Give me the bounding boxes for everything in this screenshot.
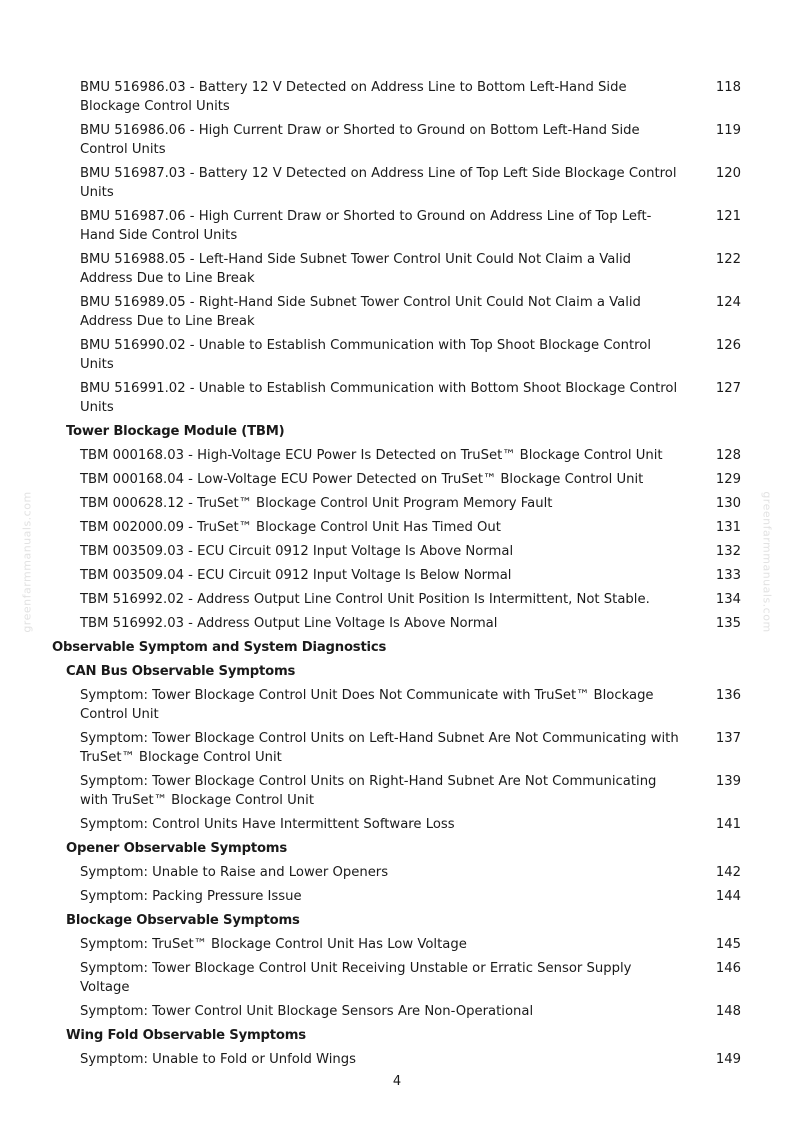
toc-entry-page: 131 — [715, 520, 741, 535]
toc-entry[interactable] — [0, 933, 794, 957]
toc-entry-page: 144 — [715, 889, 741, 904]
toc-entry-title: TBM 000168.04 - Low-Voltage ECU Power Detected on TruSet™ Blockage Control Unit — [80, 472, 644, 487]
toc-entry-title: Symptom: Unable to Fold or Unfold Wings — [80, 1052, 357, 1067]
toc-entry[interactable] — [0, 1048, 794, 1072]
toc-entry-page: 146 — [715, 961, 741, 976]
toc-entry-title: BMU 516986.03 - Battery 12 V Detected on Address Line to Bottom Left-Hand Side Blockage Control Units — [80, 80, 627, 114]
toc-entry-title: Symptom: TruSet™ Blockage Control Unit Has Low Voltage — [80, 937, 467, 952]
toc-entry[interactable] — [0, 564, 794, 588]
toc-entry[interactable] — [0, 540, 794, 564]
toc-entry-page: 124 — [715, 295, 741, 310]
toc-entry[interactable] — [0, 291, 794, 334]
toc-entry-page: 134 — [715, 592, 741, 607]
toc-entry[interactable] — [0, 444, 794, 468]
toc-entry-title: Tower Blockage Module (TBM) — [66, 424, 285, 439]
toc-entry-page: 129 — [715, 472, 741, 487]
toc-entry-page: 137 — [715, 731, 741, 746]
toc-entry-page: 126 — [715, 338, 741, 353]
toc-entry-title: Observable Symptom and System Diagnostics — [52, 640, 387, 655]
toc-entry-title: TBM 516992.02 - Address Output Line Control Unit Position Is Intermittent, Not Stable. — [80, 592, 650, 607]
table-of-contents — [0, 76, 794, 1072]
toc-entry-page: 120 — [715, 166, 741, 181]
toc-entry-page: 119 — [715, 123, 741, 138]
toc-entry-page: 132 — [715, 544, 741, 559]
toc-entry-page: 142 — [715, 865, 741, 880]
toc-entry[interactable] — [0, 468, 794, 492]
toc-entry-title: BMU 516987.03 - Battery 12 V Detected on Address Line of Top Left Side Blockage Control Units — [80, 166, 677, 200]
toc-entry-title: Symptom: Control Units Have Intermittent Software Loss — [80, 817, 455, 832]
toc-entry-page: 127 — [715, 381, 741, 396]
toc-section-heading — [0, 636, 794, 660]
toc-entry[interactable] — [0, 770, 794, 813]
toc-entry-page: 148 — [715, 1004, 741, 1019]
toc-entry-title: TBM 002000.09 - TruSet™ Blockage Control Unit Has Timed Out — [80, 520, 501, 535]
toc-entry-page: 135 — [715, 616, 741, 631]
toc-entry-title: TBM 000168.03 - High-Voltage ECU Power Is Detected on TruSet™ Blockage Control Unit — [80, 448, 663, 463]
toc-entry-title: Symptom: Tower Blockage Control Unit Does Not Communicate with TruSet™ Blockage Control Unit — [80, 688, 654, 722]
toc-section-heading — [0, 420, 794, 444]
toc-entry-page: 145 — [715, 937, 741, 952]
toc-entry-title: CAN Bus Observable Symptoms — [66, 664, 296, 679]
toc-entry[interactable] — [0, 76, 794, 119]
toc-entry-title: TBM 516992.03 - Address Output Line Voltage Is Above Normal — [80, 616, 498, 631]
toc-entry-title: Symptom: Tower Blockage Control Unit Receiving Unstable or Erratic Sensor Supply Voltage — [80, 961, 632, 995]
toc-entry-title: Opener Observable Symptoms — [66, 841, 287, 856]
toc-entry[interactable] — [0, 162, 794, 205]
toc-entry[interactable] — [0, 1000, 794, 1024]
toc-entry[interactable] — [0, 377, 794, 420]
toc-entry-title: TBM 000628.12 - TruSet™ Blockage Control Unit Program Memory Fault — [80, 496, 553, 511]
toc-entry-title: BMU 516989.05 - Right-Hand Side Subnet Tower Control Unit Could Not Claim a Valid Address Due to Line Break — [80, 295, 641, 329]
toc-entry-title: Symptom: Tower Blockage Control Units on Left-Hand Subnet Are Not Communicating with TruSet™ Blockage Control Unit — [80, 731, 679, 765]
toc-entry[interactable] — [0, 588, 794, 612]
toc-entry-title: TBM 003509.04 - ECU Circuit 0912 Input Voltage Is Below Normal — [80, 568, 512, 583]
toc-entry[interactable] — [0, 727, 794, 770]
toc-entry-page: 133 — [715, 568, 741, 583]
toc-entry[interactable] — [0, 119, 794, 162]
toc-entry[interactable] — [0, 248, 794, 291]
toc-entry-page: 139 — [715, 774, 741, 789]
toc-entry-title: Symptom: Tower Blockage Control Units on Right-Hand Subnet Are Not Communicating with TruSet™ Blockage Control Unit — [80, 774, 657, 808]
toc-entry[interactable] — [0, 813, 794, 837]
toc-entry-title: Symptom: Packing Pressure Issue — [80, 889, 302, 904]
toc-entry[interactable] — [0, 684, 794, 727]
toc-entry-title: BMU 516987.06 - High Current Draw or Shorted to Ground on Address Line of Top Left-Hand Side Control Units — [80, 209, 652, 243]
toc-entry-title: TBM 003509.03 - ECU Circuit 0912 Input Voltage Is Above Normal — [80, 544, 514, 559]
page-number: 4 — [392, 1074, 402, 1089]
toc-entry[interactable] — [0, 885, 794, 909]
toc-entry-title: BMU 516986.06 - High Current Draw or Shorted to Ground on Bottom Left-Hand Side Control Units — [80, 123, 640, 157]
watermark-right: greenfarmmanuals.com — [760, 491, 774, 633]
toc-entry-page: 128 — [715, 448, 741, 463]
toc-section-heading — [0, 660, 794, 684]
toc-entry[interactable] — [0, 334, 794, 377]
toc-entry-title: BMU 516990.02 - Unable to Establish Communication with Top Shoot Blockage Control Units — [80, 338, 652, 372]
toc-entry[interactable] — [0, 205, 794, 248]
toc-entry-title: Blockage Observable Symptoms — [66, 913, 300, 928]
toc-entry-title: BMU 516991.02 - Unable to Establish Communication with Bottom Shoot Blockage Control Units — [80, 381, 678, 415]
watermark-left: greenfarmmanuals.com — [20, 491, 34, 633]
toc-entry-page: 149 — [715, 1052, 741, 1067]
toc-entry-title: Symptom: Tower Control Unit Blockage Sensors Are Non-Operational — [80, 1004, 534, 1019]
toc-entry-page: 121 — [715, 209, 741, 224]
toc-section-heading — [0, 837, 794, 861]
toc-entry-title: BMU 516988.05 - Left-Hand Side Subnet Tower Control Unit Could Not Claim a Valid Address Due to Line Break — [80, 252, 632, 286]
toc-entry[interactable] — [0, 612, 794, 636]
toc-entry-title: Wing Fold Observable Symptoms — [66, 1028, 306, 1043]
toc-entry[interactable] — [0, 492, 794, 516]
toc-entry-page: 122 — [715, 252, 741, 267]
toc-entry[interactable] — [0, 516, 794, 540]
toc-section-heading — [0, 1024, 794, 1048]
toc-section-heading — [0, 909, 794, 933]
toc-entry-page: 130 — [715, 496, 741, 511]
toc-entry-page: 141 — [715, 817, 741, 832]
toc-entry[interactable] — [0, 957, 794, 1000]
toc-entry[interactable] — [0, 861, 794, 885]
toc-entry-title: Symptom: Unable to Raise and Lower Openers — [80, 865, 389, 880]
toc-entry-page: 136 — [715, 688, 741, 703]
toc-entry-page: 118 — [715, 80, 741, 95]
